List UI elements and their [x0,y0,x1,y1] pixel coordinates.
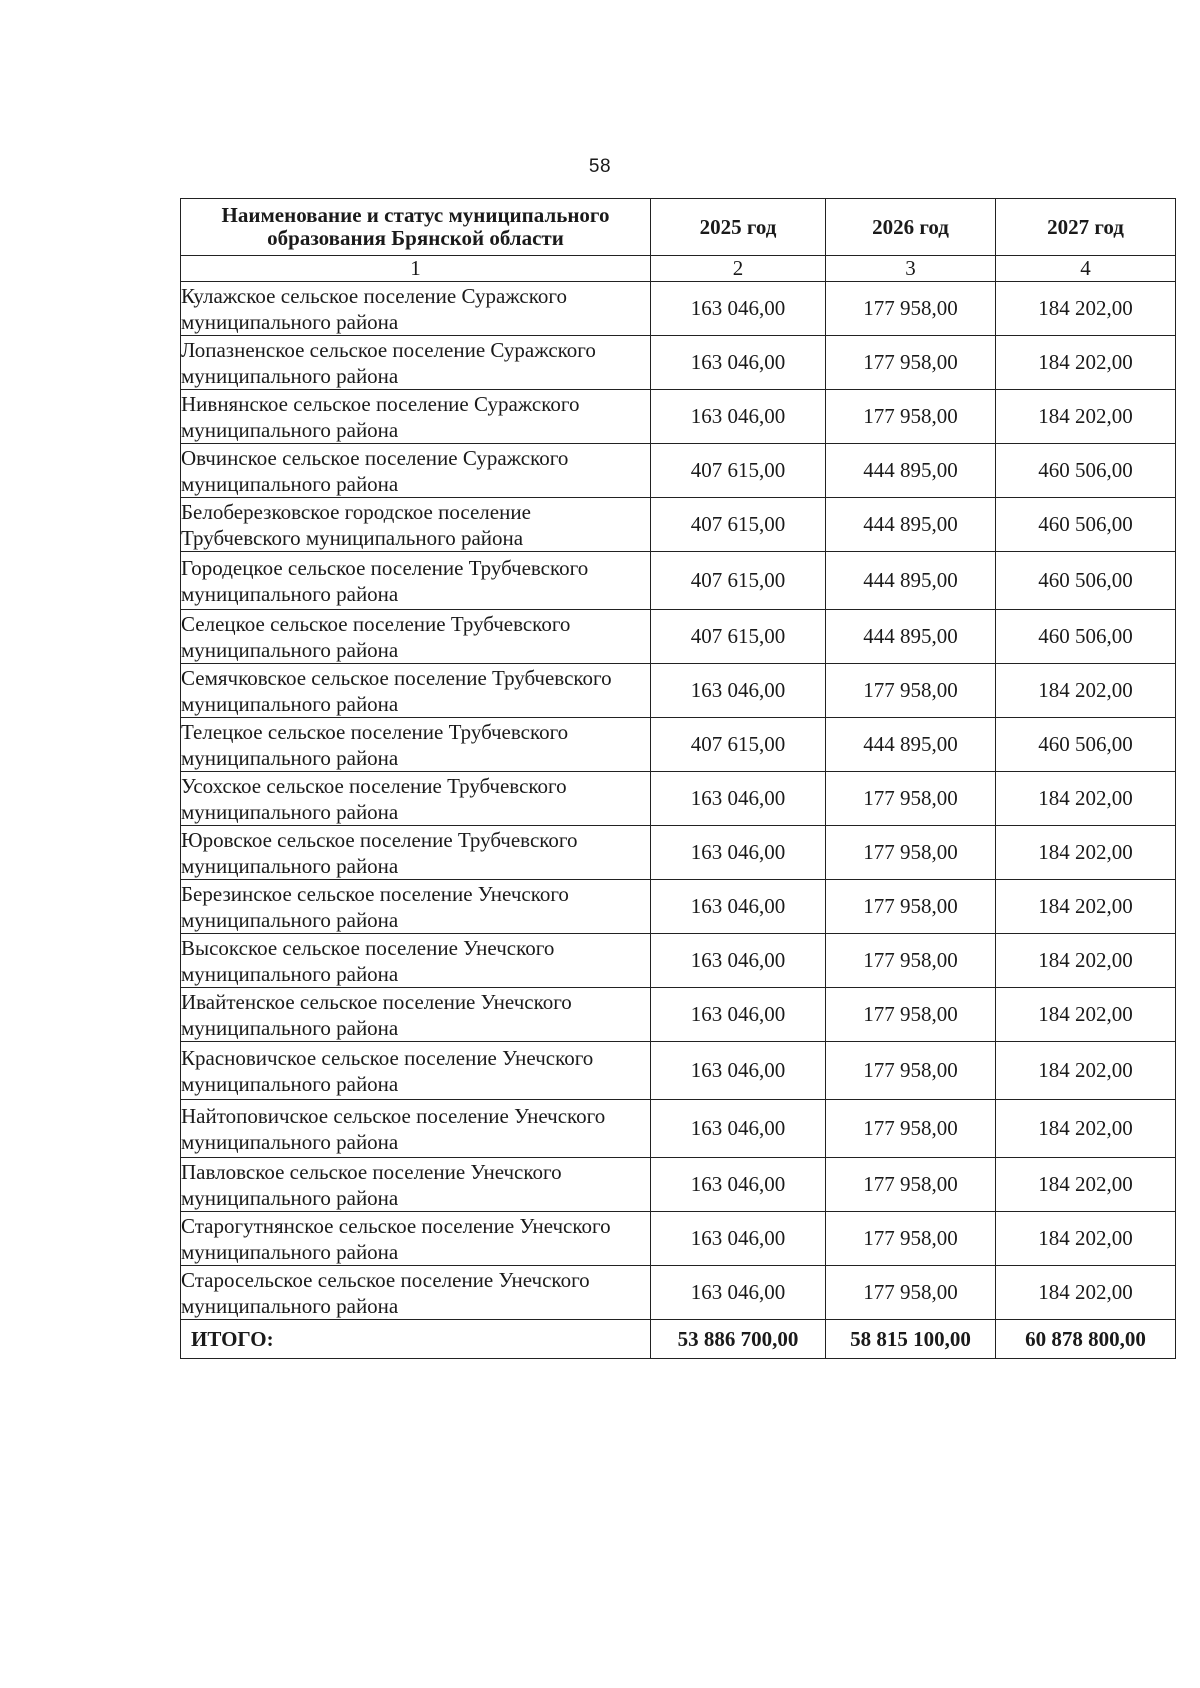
value-2027: 184 202,00 [996,988,1176,1042]
value-2027: 184 202,00 [996,664,1176,718]
value-2025: 163 046,00 [651,1266,826,1320]
value-2025: 407 615,00 [651,552,826,610]
value-2026: 177 958,00 [826,1266,996,1320]
table-row [181,610,1176,664]
municipality-name: Старосельское сельское поселение Унечского муниципального района [181,1266,651,1320]
table-row [181,664,1176,718]
municipality-name: Юровское сельское поселение Трубчевского муниципального района [181,826,651,880]
municipality-name: Селецкое сельское поселение Трубчевского муниципального района [181,610,651,664]
value-2026: 177 958,00 [826,1158,996,1212]
municipality-name: Найтоповичское сельское поселение Унечского муниципального района [181,1100,651,1158]
value-2025: 163 046,00 [651,826,826,880]
municipality-name: Ивайтенское сельское поселение Унечского муниципального района [181,988,651,1042]
table-row [181,444,1176,498]
table-row [181,1212,1176,1266]
value-2025: 163 046,00 [651,336,826,390]
table-row [181,880,1176,934]
value-2027: 184 202,00 [996,772,1176,826]
value-2026: 177 958,00 [826,772,996,826]
value-2025: 407 615,00 [651,718,826,772]
value-2025: 163 046,00 [651,1158,826,1212]
table-row [181,282,1176,336]
value-2026: 444 895,00 [826,610,996,664]
municipality-name: Старогутнянское сельское поселение Унечского муниципального района [181,1212,651,1266]
municipality-name: Городецкое сельское поселение Трубчевского муниципального района [181,552,651,610]
value-2026: 444 895,00 [826,552,996,610]
value-2026: 177 958,00 [826,390,996,444]
total-2027: 60 878 800,00 [996,1320,1176,1359]
value-2026: 177 958,00 [826,1100,996,1158]
value-2025: 163 046,00 [651,934,826,988]
value-2026: 177 958,00 [826,1212,996,1266]
value-2027: 460 506,00 [996,552,1176,610]
budget-table [180,198,1176,1359]
value-2027: 460 506,00 [996,610,1176,664]
value-2026: 177 958,00 [826,988,996,1042]
total-label: ИТОГО: [181,1320,651,1359]
value-2027: 184 202,00 [996,934,1176,988]
municipality-name: Кулажское сельское поселение Суражского муниципального района [181,282,651,336]
table-row [181,718,1176,772]
value-2027: 184 202,00 [996,880,1176,934]
value-2027: 184 202,00 [996,1158,1176,1212]
municipality-name: Высокское сельское поселение Унечского муниципального района [181,934,651,988]
value-2027: 460 506,00 [996,718,1176,772]
total-2026: 58 815 100,00 [826,1320,996,1359]
value-2027: 184 202,00 [996,1212,1176,1266]
value-2027: 184 202,00 [996,1042,1176,1100]
value-2025: 163 046,00 [651,390,826,444]
municipality-name: Овчинское сельское поселение Суражского муниципального района [181,444,651,498]
table-row [181,988,1176,1042]
value-2026: 444 895,00 [826,498,996,552]
header-2026: 2026 год [826,199,996,256]
value-2026: 177 958,00 [826,880,996,934]
value-2025: 163 046,00 [651,1212,826,1266]
table-row [181,772,1176,826]
column-number: 2 [651,256,826,282]
value-2025: 163 046,00 [651,1100,826,1158]
value-2025: 163 046,00 [651,664,826,718]
total-row [181,1320,1176,1359]
municipality-name: Лопазненское сельское поселение Суражского муниципального района [181,336,651,390]
municipality-name: Павловское сельское поселение Унечского муниципального района [181,1158,651,1212]
value-2027: 184 202,00 [996,1100,1176,1158]
header-row [181,199,1176,256]
value-2027: 184 202,00 [996,826,1176,880]
municipality-name: Нивнянское сельское поселение Суражского муниципального района [181,390,651,444]
value-2025: 407 615,00 [651,444,826,498]
municipality-name: Семячковское сельское поселение Трубчевского муниципального района [181,664,651,718]
municipality-name: Березинское сельское поселение Унечского муниципального района [181,880,651,934]
table-row [181,336,1176,390]
value-2026: 177 958,00 [826,664,996,718]
value-2025: 407 615,00 [651,498,826,552]
value-2026: 444 895,00 [826,444,996,498]
value-2026: 177 958,00 [826,1042,996,1100]
table-row [181,390,1176,444]
value-2027: 184 202,00 [996,336,1176,390]
table-row [181,1158,1176,1212]
table-row [181,498,1176,552]
table-row [181,1100,1176,1158]
municipality-name: Телецкое сельское поселение Трубчевского муниципального района [181,718,651,772]
value-2026: 177 958,00 [826,826,996,880]
table-row [181,552,1176,610]
page-number: 58 [588,156,612,177]
value-2027: 460 506,00 [996,444,1176,498]
municipality-name: Красновичское сельское поселение Унечского муниципального района [181,1042,651,1100]
column-number: 4 [996,256,1176,282]
value-2027: 460 506,00 [996,498,1176,552]
column-number: 3 [826,256,996,282]
municipality-name: Усохское сельское поселение Трубчевского муниципального района [181,772,651,826]
total-2025: 53 886 700,00 [651,1320,826,1359]
value-2026: 177 958,00 [826,282,996,336]
value-2026: 177 958,00 [826,934,996,988]
value-2025: 163 046,00 [651,772,826,826]
value-2025: 163 046,00 [651,282,826,336]
value-2026: 177 958,00 [826,336,996,390]
value-2026: 444 895,00 [826,718,996,772]
value-2027: 184 202,00 [996,1266,1176,1320]
table-row [181,826,1176,880]
header-name: Наименование и статус муниципального образования Брянской области [181,199,651,256]
table-row [181,1266,1176,1320]
municipality-name: Белоберезковское городское поселение Трубчевского муниципального района [181,498,651,552]
value-2027: 184 202,00 [996,390,1176,444]
value-2025: 163 046,00 [651,1042,826,1100]
value-2027: 184 202,00 [996,282,1176,336]
table-row [181,1042,1176,1100]
value-2025: 163 046,00 [651,880,826,934]
header-2027: 2027 год [996,199,1176,256]
column-number: 1 [181,256,651,282]
value-2025: 407 615,00 [651,610,826,664]
table-row [181,934,1176,988]
header-2025: 2025 год [651,199,826,256]
value-2025: 163 046,00 [651,988,826,1042]
column-number-row [181,256,1176,282]
